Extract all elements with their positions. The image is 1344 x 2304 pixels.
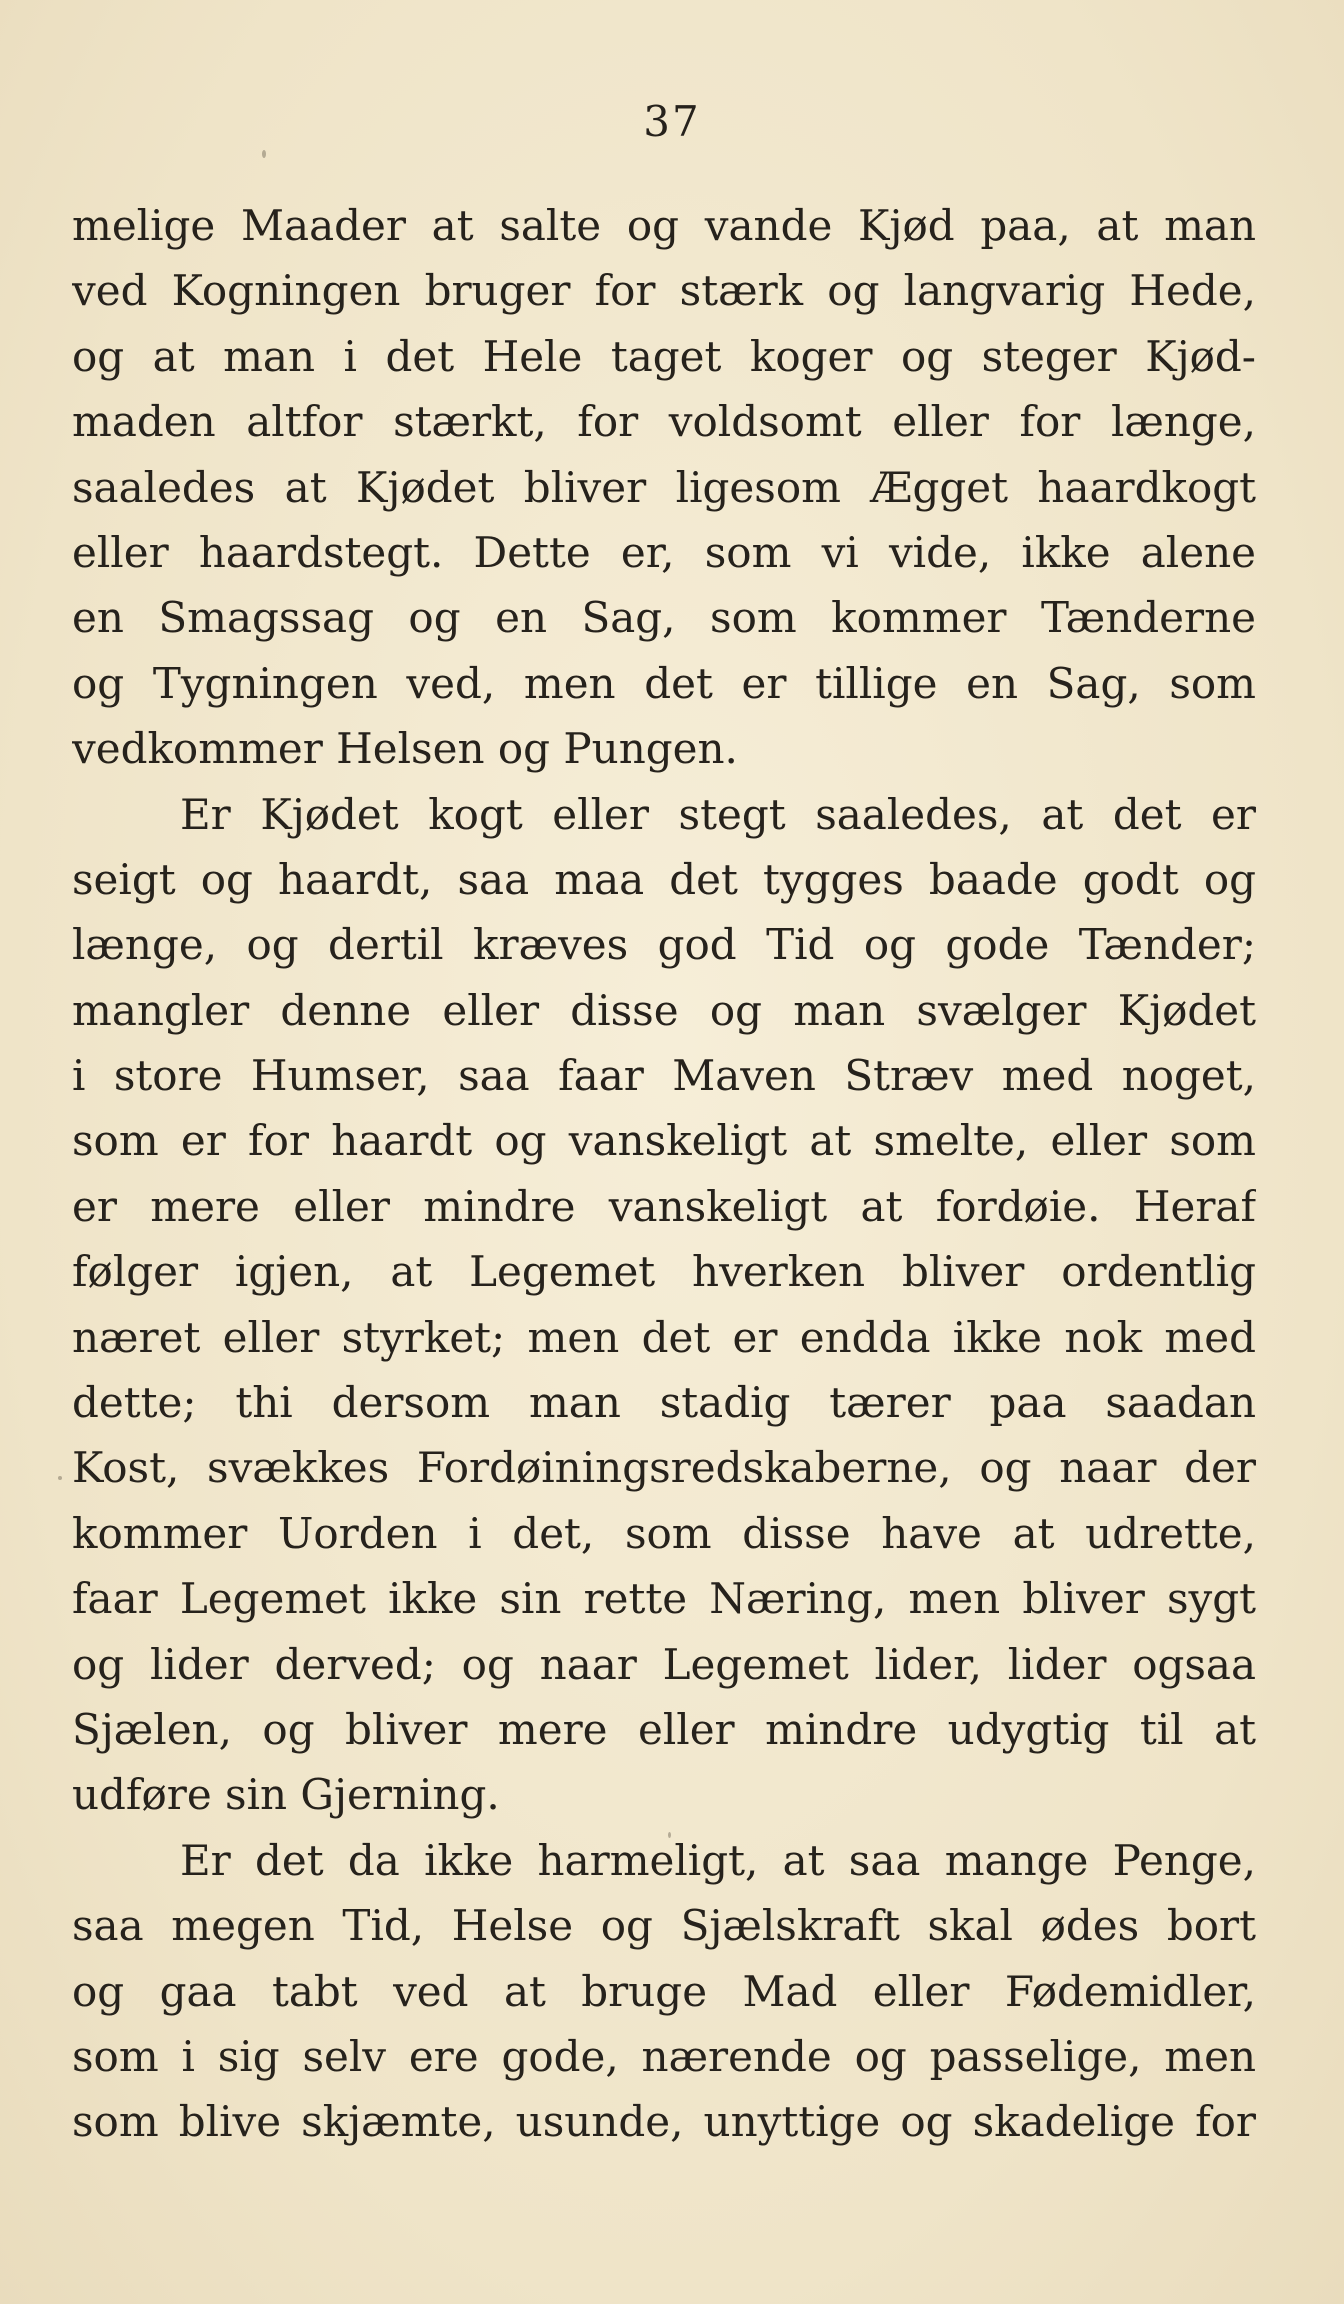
body-text bbox=[72, 193, 1256, 2155]
text-line: seigt og haardt, saa maa det tygges baade godt og bbox=[72, 854, 1256, 904]
text-line: Sjælen, og bliver mere eller mindre udygtig til at bbox=[72, 1704, 1256, 1754]
text-line: en Smagssag og en Sag, som kommer Tænderne bbox=[72, 593, 1256, 643]
text-line: længe, og dertil kræves god Tid og gode Tænder; bbox=[72, 920, 1256, 970]
text-line: og lider derved; og naar Legemet lider, lider ogsaa bbox=[72, 1639, 1256, 1689]
text-line: som blive skjæmte, usunde, unyttige og skadelige for bbox=[72, 2097, 1256, 2147]
text-line: er mere eller mindre vanskeligt at fordøie. Heraf bbox=[72, 1181, 1256, 1231]
text-line: i store Humser, saa faar Maven Stræv med noget, bbox=[72, 1051, 1256, 1101]
paper-speck bbox=[262, 150, 266, 158]
paragraph-end-line: udføre sin Gjerning. bbox=[72, 1770, 500, 1820]
text-line: saa megen Tid, Helse og Sjælskraft skal ødes bort bbox=[72, 1901, 1256, 1951]
text-line: ved Kogningen bruger for stærk og langvarig Hede, bbox=[72, 266, 1256, 316]
text-line: Kost, svækkes Fordøiningsredskaberne, og naar der bbox=[72, 1443, 1256, 1493]
text-line: og at man i det Hele taget koger og steger Kjød- bbox=[72, 331, 1256, 381]
text-line: dette; thi dersom man stadig tærer paa saadan bbox=[72, 1378, 1256, 1428]
text-line: og gaa tabt ved at bruge Mad eller Fødemidler, bbox=[72, 1966, 1256, 2016]
text-line: følger igjen, at Legemet hverken bliver ordentlig bbox=[72, 1247, 1256, 1297]
text-line: faar Legemet ikke sin rette Næring, men bliver sygt bbox=[72, 1574, 1256, 1624]
text-line: mangler denne eller disse og man svælger Kjødet bbox=[72, 985, 1256, 1035]
text-line: melige Maader at salte og vande Kjød paa, at man bbox=[72, 201, 1256, 250]
text-line: saaledes at Kjødet bliver ligesom Ægget haardkogt bbox=[72, 462, 1256, 512]
text-line: som i sig selv ere gode, nærende og passelige, men bbox=[72, 2031, 1256, 2081]
text-line: eller haardstegt. Dette er, som vi vide, ikke alene bbox=[72, 527, 1256, 577]
paragraph-end-line: vedkommer Helsen og Pungen. bbox=[72, 724, 738, 774]
paper-speck bbox=[58, 1476, 62, 1480]
paragraph-first-line: Er Kjødet kogt eller stegt saaledes, at det er bbox=[180, 789, 1256, 839]
text-line: næret eller styrket; men det er endda ikke nok med bbox=[72, 1312, 1256, 1362]
text-line: og Tygningen ved, men det er tillige en Sag, som bbox=[72, 658, 1256, 708]
paper-speck bbox=[668, 1832, 671, 1838]
text-line: maden altfor stærkt, for voldsomt eller for længe, bbox=[72, 397, 1256, 447]
text-line: som er for haardt og vanskeligt at smelte, eller som bbox=[72, 1116, 1256, 1166]
page-number: 37 bbox=[643, 97, 701, 146]
text-line: kommer Uorden i det, som disse have at udrette, bbox=[72, 1508, 1256, 1558]
paragraph-first-line: Er det da ikke harmeligt, at saa mange Penge, bbox=[180, 1835, 1256, 1885]
